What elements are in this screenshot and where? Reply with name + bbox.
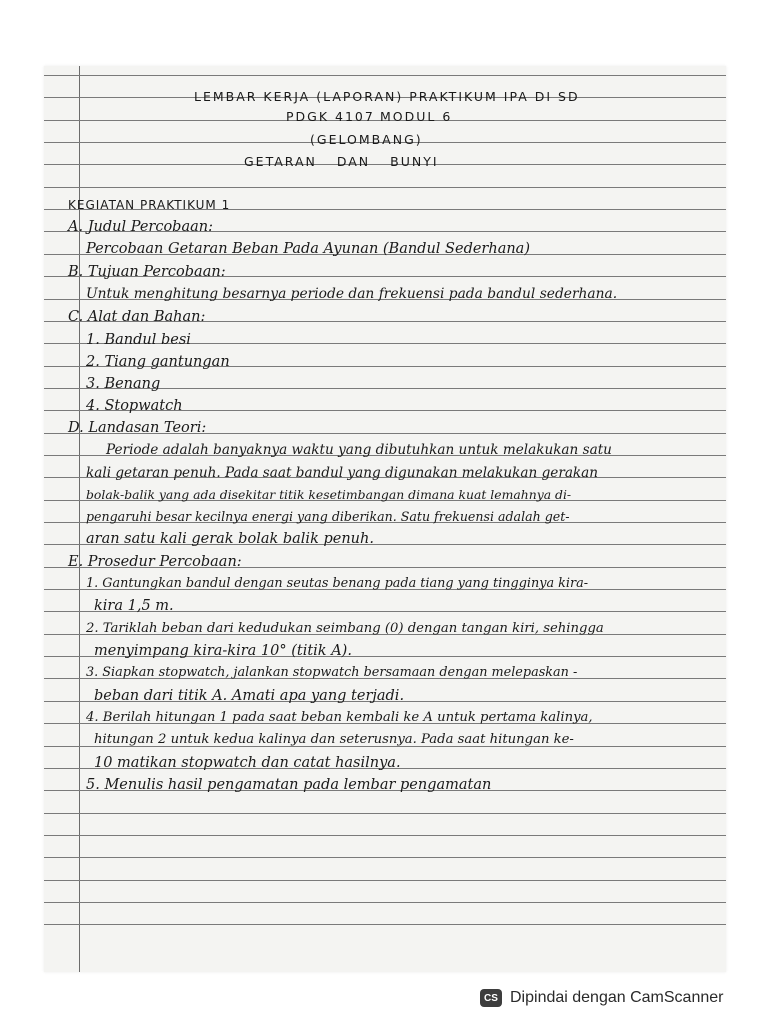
theory-line-1: Periode adalah banyaknya waktu yang dibutuhkan untuk melakukan satu bbox=[106, 442, 612, 458]
procedure-line-8: hitungan 2 untuk kedua kalinya dan seterusnya. Pada saat hitungan ke- bbox=[94, 732, 574, 747]
theory-line-5: aran satu kali gerak bolak balik penuh. bbox=[86, 531, 374, 547]
procedure-line-10: 5. Menulis hasil pengamatan pada lembar pengamatan bbox=[86, 777, 492, 793]
modul-label: MODUL 6 bbox=[380, 109, 453, 124]
procedure-line-1: 1. Gantungkan bandul dengan seutas benang pada tiang yang tingginya kira- bbox=[86, 576, 589, 591]
camscanner-footer bbox=[480, 984, 723, 1012]
tool-item-1: 1. Bandul besi bbox=[86, 332, 191, 348]
section-b-text: Untuk menghitung besarnya periode dan frekuensi pada bandul sederhana. bbox=[86, 286, 618, 302]
ruled-line bbox=[44, 880, 726, 881]
tool-item-2: 2. Tiang gantungan bbox=[86, 354, 230, 370]
section-e-heading: E. Prosedur Percobaan: bbox=[68, 554, 242, 570]
camscanner-text: Dipindai dengan CamScanner bbox=[510, 989, 724, 1006]
procedure-line-2: kira 1,5 m. bbox=[94, 598, 174, 614]
title-line-4: GETARAN DAN BUNYI bbox=[244, 154, 439, 169]
procedure-line-4: menyimpang kira-kira 10° (titik A). bbox=[94, 643, 352, 659]
ruled-line bbox=[44, 857, 726, 858]
ruled-line bbox=[44, 187, 726, 188]
kegiatan-heading: KEGIATAN PRAKTIKUM 1 bbox=[68, 198, 231, 212]
tool-item-3: 3. Benang bbox=[86, 376, 161, 392]
section-b-heading: B. Tujuan Percobaan: bbox=[68, 264, 226, 280]
ruled-line bbox=[44, 924, 726, 925]
section-a-heading: A. Judul Percobaan: bbox=[68, 219, 213, 235]
course-code: PDGK 4107 bbox=[286, 109, 375, 124]
theory-line-2: kali getaran penuh. Pada saat bandul yang digunakan melakukan gerakan bbox=[86, 465, 599, 481]
procedure-line-6: beban dari titik A. Amati apa yang terjadi. bbox=[94, 688, 405, 704]
section-d-heading: D. Landasan Teori: bbox=[68, 420, 207, 436]
theory-line-4: pengaruhi besar kecilnya energi yang diberikan. Satu frekuensi adalah get- bbox=[86, 509, 570, 524]
ruled-line bbox=[44, 902, 726, 903]
ruled-line bbox=[44, 813, 726, 814]
section-c-heading: C. Alat dan Bahan: bbox=[68, 309, 206, 325]
tool-item-4: 4. Stopwatch bbox=[86, 398, 183, 414]
procedure-line-5: 3. Siapkan stopwatch, jalankan stopwatch bersamaan dengan melepaskan - bbox=[86, 665, 578, 680]
procedure-line-7: 4. Berilah hitungan 1 pada saat beban kembali ke A untuk pertama kalinya, bbox=[86, 710, 593, 725]
procedure-line-3: 2. Tariklah beban dari kedudukan seimbang (0) dengan tangan kiri, sehingga bbox=[86, 621, 604, 636]
section-a-text: Percobaan Getaran Beban Pada Ayunan (Bandul Sederhana) bbox=[86, 241, 530, 257]
ruled-line bbox=[44, 835, 726, 836]
title-line-1: LEMBAR KERJA (LAPORAN) PRAKTIKUM IPA DI SD bbox=[194, 89, 580, 104]
title-line-3: (GELOMBANG) bbox=[310, 132, 423, 147]
ruled-line bbox=[44, 75, 726, 76]
theory-line-3: bolak-balik yang ada disekitar titik kesetimbangan dimana kuat lemahnya di- bbox=[86, 487, 572, 502]
procedure-line-9: 10 matikan stopwatch dan catat hasilnya. bbox=[94, 755, 401, 771]
camscanner-icon: CS bbox=[480, 989, 502, 1007]
